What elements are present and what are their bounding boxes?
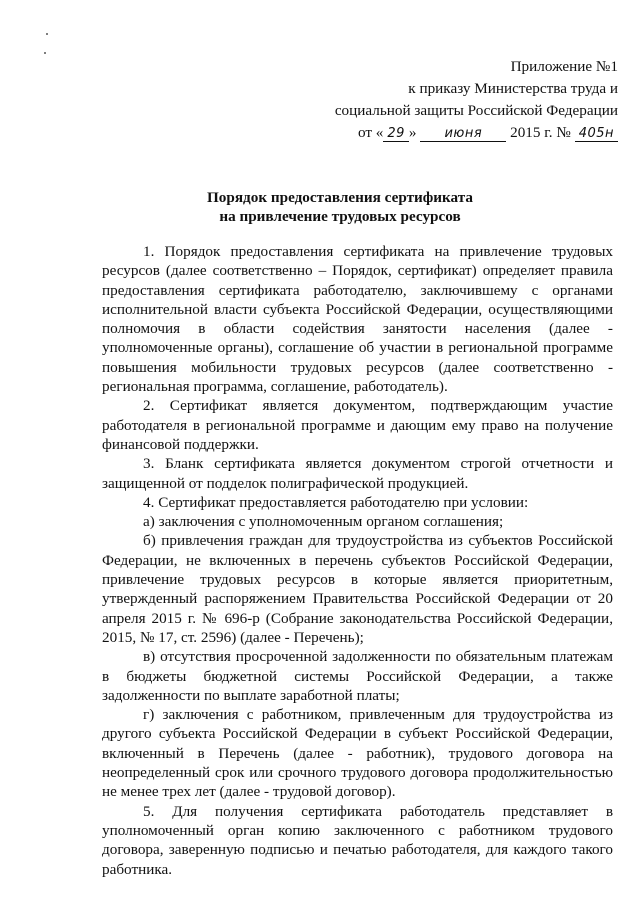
paragraph-4v: в) отсутствия просроченной задолженности по обязательным платежам в бюджеты бюджетной системы Российской Федерации, а также задолженности по выплате заработной платы; (102, 648, 613, 704)
paragraph-1: 1. Порядок предоставления сертификата на привлечение трудовых ресурсов (далее соответственно – Порядок, сертификат) определяет правила предоставления сертификата работодателю, заключившему с органами исполнительной власти субъекта Российской Федерации, осуществляющими полномочия в области содействия занятости населения (далее - уполномоченные органы), соглашение об участии в региональной программе повышения мобильности трудовых ресурсов (далее соответственно - региональная программа, соглашение, работодатель). (102, 243, 613, 396)
paragraph-4g: г) заключения с работником, привлеченным для трудоустройства из другого субъекта Российской Федерации в субъект Российской Федерации, включенный в Перечень (далее - работник), трудового договора на неопределенный срок или срочного трудового договора продолжительностью не менее трех лет (далее - трудовой договор). (102, 706, 613, 801)
appendix-order-ref: к приказу Министерства труда и (408, 80, 618, 97)
handwritten-day: 29 (383, 127, 409, 142)
paragraph-4: 4. Сертификат предоставляется работодателю при условии: (143, 493, 529, 511)
paragraph-5: 5. Для получения сертификата работодатель представляет в уполномоченный орган копию заключенного с работником трудового договора, заверенную подписью и печатью работодателя, для каждого такого работника. (102, 802, 613, 878)
paragraph-4a: а) заключения с уполномоченным органом соглашения; (143, 513, 504, 531)
appendix-number: Приложение №1 (510, 58, 618, 75)
date-mid: » (408, 124, 417, 141)
handwritten-order-number: 405н (575, 127, 618, 142)
scan-speck (46, 33, 48, 35)
appendix-ministry: социальной защиты Российской Федерации (334, 102, 618, 119)
paragraph-3: 3. Бланк сертификата является документом строгой отчетности и защищенной от подделок полиграфической продукцией. (102, 455, 613, 492)
title-line-2: на привлечение трудовых ресурсов (219, 208, 461, 225)
appendix-header (300, 56, 618, 144)
date-prefix: от « (357, 124, 384, 141)
title-line-1: Порядок предоставления сертификата (206, 189, 473, 206)
appendix-date-line (300, 122, 618, 144)
handwritten-month: июня (420, 127, 506, 142)
date-year: 2015 г. № (510, 124, 571, 141)
paragraph-4b: б) привлечения граждан для трудоустройства из субъектов Российской Федерации, не включенных в перечень субъектов Российской Федерации, привлечение трудовых ресурсов в которые является приоритетным, утвержденный распоряжением Правительства Российской Федерации от 20 апреля 2015 г. № 696-р (Собрание законодательства Российской Федерации, 2015, № 17, ст. 2596) (далее - Перечень); (102, 532, 613, 646)
scan-speck (44, 52, 46, 54)
document-title (60, 188, 620, 226)
document-body (102, 242, 613, 879)
paragraph-2: 2. Сертификат является документом, подтверждающим участие работодателя в региональной программе и дающим ему право на получение финансовой поддержки. (102, 397, 613, 453)
